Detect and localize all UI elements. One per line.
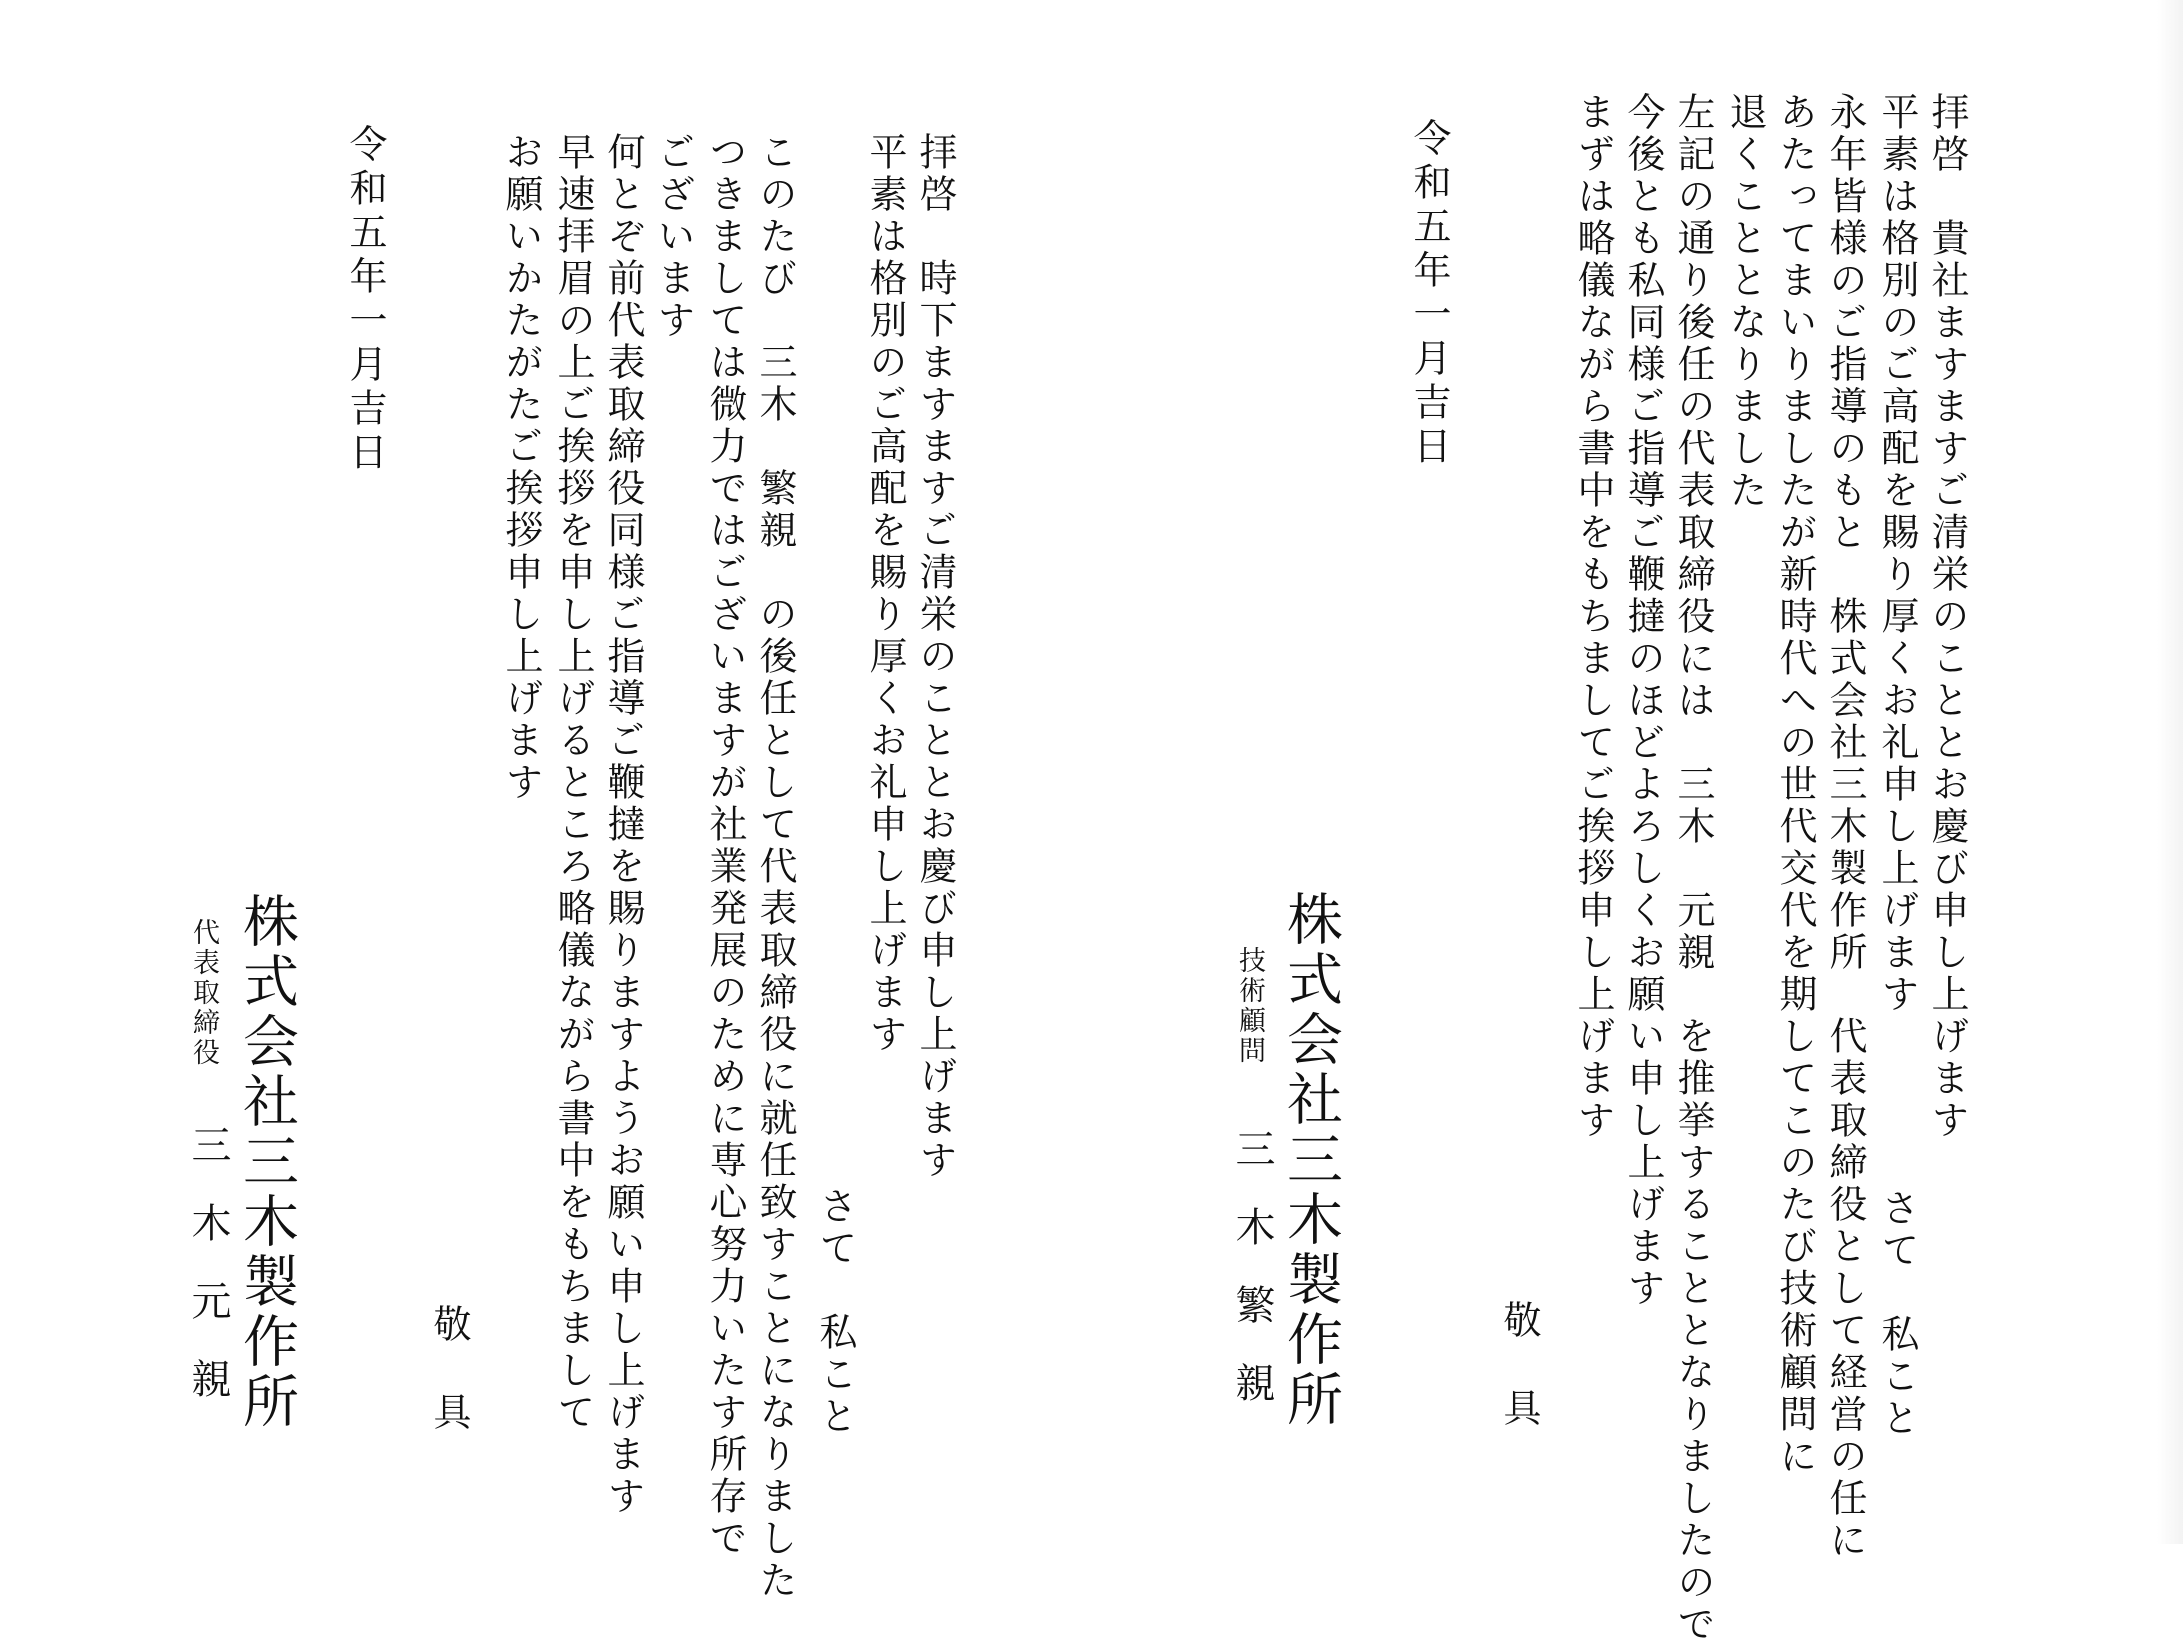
right-letter-line: 退くこととなりました: [1723, 92, 1767, 512]
left-letter-signer: 三木元親: [185, 1124, 231, 1436]
left-letter-line: ございます: [651, 132, 695, 342]
right-letter-line-sate: さて 私こと: [1875, 1188, 1919, 1440]
left-letter-company: 株式会社三木製作所: [234, 892, 299, 1432]
left-letter-line: お願いかたがたご挨拶申し上げます: [499, 132, 543, 804]
right-letter-line: 平素は格別のご高配を賜り厚くお礼申し上げます: [1875, 92, 1919, 1016]
right-letter-line: 永年皆様のご指導のもと 株式会社三木製作所 代表取締役として経営の任に: [1823, 92, 1867, 1562]
left-letter-closing: 敬具: [427, 1304, 471, 1480]
right-letter-company: 株式会社三木製作所: [1278, 890, 1343, 1430]
right-letter-line: 左記の通り後任の代表取締役には 三木 元親 を推挙することとなりましたので: [1671, 92, 1715, 1646]
right-letter-title: 技術顧問: [1234, 946, 1265, 1066]
left-letter-date: 令和五年一月吉日: [343, 124, 387, 476]
right-letter-signer: 三木繁親: [1229, 1128, 1275, 1440]
left-letter-line: このたび 三木 繁親 の後任として代表取締役に就任致すことになりました: [753, 132, 797, 1602]
right-letter-date: 令和五年一月吉日: [1407, 118, 1451, 470]
left-letter-title: 代表取締役: [188, 918, 219, 1068]
right-letter-line: 今後とも私同様ご指導ご鞭撻のほどよろしくお願い申し上げます: [1621, 92, 1665, 1310]
left-letter-line: つきましては微力ではございますが社業発展のために専心努力いたす所存で: [703, 132, 747, 1560]
left-letter-line-sate: さて 私こと: [813, 1186, 857, 1438]
right-letter-line-greeting: 拝啓 貴社ますますご清栄のこととお慶び申し上げます: [1925, 92, 1969, 1142]
right-letter-line: あたってまいりましたが新時代への世代交代を期してこのたび技術顧問に: [1773, 92, 1817, 1478]
left-letter-line: 何とぞ前代表取締役同様ご指導ご鞭撻を賜りますようお願い申し上げます: [601, 132, 645, 1518]
left-letter-line: 平素は格別のご高配を賜り厚くお礼申し上げます: [863, 132, 907, 1056]
right-letter-closing: 敬具: [1497, 1300, 1541, 1476]
left-letter-line: 早速拝眉の上ご挨拶を申し上げるところ略儀ながら書中をもちまして: [551, 132, 595, 1434]
right-letter-line: まずは略儀ながら書中をもちましてご挨拶申し上げます: [1571, 92, 1615, 1142]
scan-edge-shadow: [2157, 0, 2183, 1544]
left-letter-line-greeting: 拝啓 時下ますますご清栄のこととお慶び申し上げます: [913, 132, 957, 1182]
